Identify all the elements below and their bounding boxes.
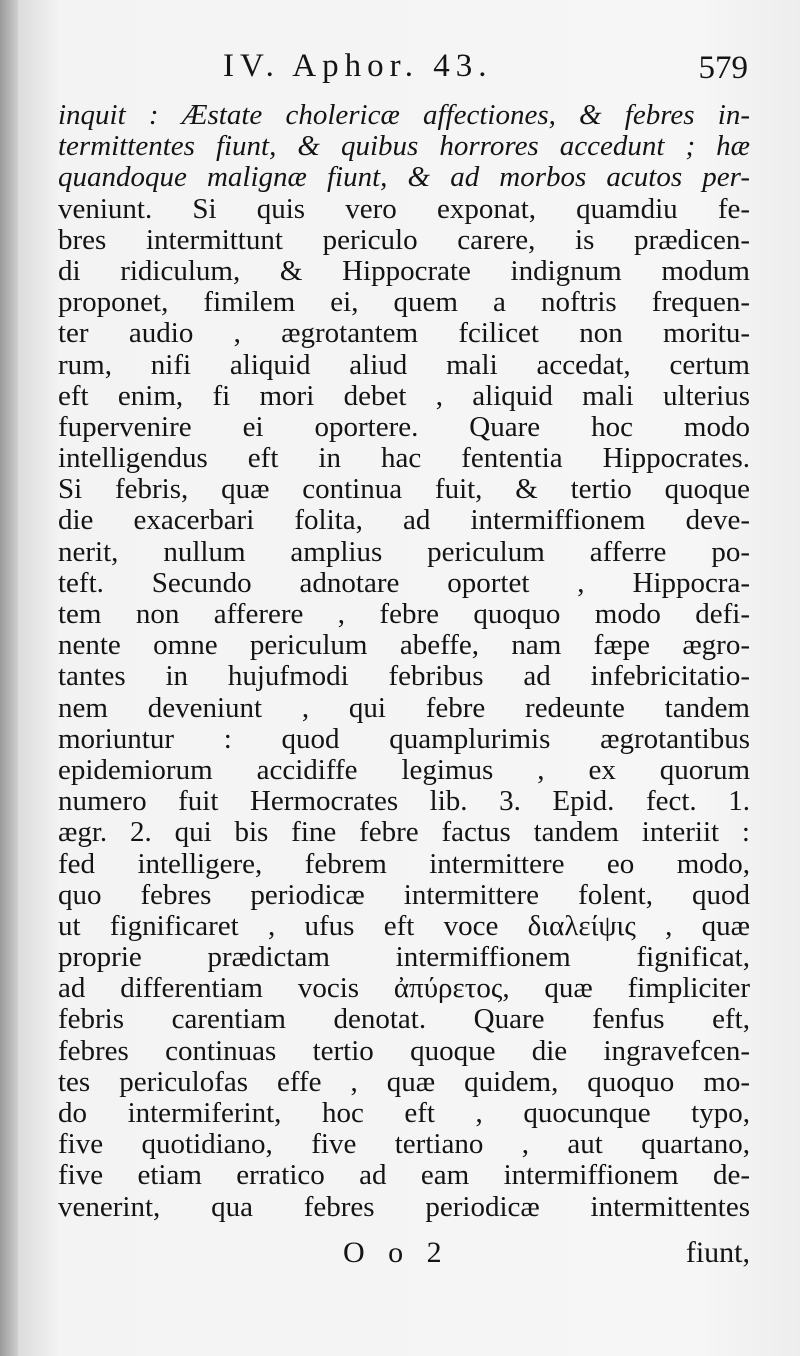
text-line: nente omne periculum abeffe, nam fæpe ægro- [58,630,750,662]
text-line: quo febres periodicæ intermittere folent, quod [58,879,750,911]
text-line: five etiam erratico ad eam intermiffionem de- [58,1160,750,1192]
text-line: ad differentiam vocis ἀπύρετος, quæ fimpliciter [58,973,750,1005]
page-footer [58,1236,750,1276]
text-line: ut fignificaret , ufus eft voce διαλείψις , quæ [58,910,750,942]
text-line: ter audio , ægrotantem fcilicet non moritu- [58,318,750,350]
text-line: nerit, nullum amplius periculum afferre po- [58,536,750,568]
text-line: moriuntur : quod quamplurimis ægrotantibus [58,723,750,755]
text-line: five quotidiano, five tertiano , aut quartano, [58,1129,750,1161]
text-line: eft enim, fi mori debet , aliquid mali ulterius [58,380,750,412]
body-text [58,100,750,1223]
text-line: nem deveniunt , qui febre redeunte tandem [58,692,750,724]
text-line: febris carentiam denotat. Quare fenfus eft, [58,1004,750,1036]
catchword: fiunt, [685,1236,750,1269]
text-line: veniunt. Si quis vero exponat, quamdiu fe- [58,193,750,225]
text-line: teft. Secundo adnotare oportet , Hippocra- [58,567,750,599]
signature-mark: O o 2 [343,1236,450,1269]
running-title: IV. Aphor. 43. [223,48,493,84]
text-line: epidemiorum accidiffe legimus , ex quorum [58,754,750,786]
text-line: fed intelligere, febrem intermittere eo modo, [58,848,750,880]
text-line: febres continuas tertio quoque die ingravefcen- [58,1035,750,1067]
text-line: di ridiculum, & Hippocrate indignum modum [58,255,750,287]
text-line: venerint, qua febres periodicæ intermittentes [58,1191,750,1223]
text-line: die exacerbari folita, ad intermiffionem deve- [58,505,750,537]
text-line: ægr. 2. qui bis fine febre factus tandem interiit : [58,817,750,849]
text-line: bres intermittunt periculo carere, is prædicen- [58,224,750,256]
text-line: termittentes fiunt, & quibus horrores accedunt ; hæ [58,131,750,163]
page-number: 579 [698,50,748,86]
text-line: rum, nifi aliquid aliud mali accedat, certum [58,349,750,381]
text-line: do intermiferint, hoc eft , quocunque typo, [58,1098,750,1129]
text-line: proponet, fimilem ei, quem a noftris frequen- [58,287,750,319]
text-line: tantes in hujufmodi febribus ad infebricitatio- [58,661,750,693]
text-line: intelligendus eft in hac fententia Hippocrates. [58,443,750,475]
text-line: numero fuit Hermocrates lib. 3. Epid. fect. 1. [58,786,750,818]
text-line: quandoque malignæ fiunt, & ad morbos acutos per- [58,162,750,194]
running-header [58,44,748,94]
text-line: tes periculofas effe , quæ quidem, quoquo mo- [58,1066,750,1098]
text-line: tem non afferere , febre quoquo modo defi- [58,599,750,630]
text-line: Si febris, quæ continua fuit, & tertio quoque [58,474,750,506]
page-gutter-shadow [0,0,18,1356]
text-line: proprie prædictam intermiffionem fignificat, [58,942,750,974]
text-line: inquit : Æstate cholericæ affectiones, & febres in- [58,100,750,131]
text-line: fupervenire ei oportere. Quare hoc modo [58,411,750,443]
